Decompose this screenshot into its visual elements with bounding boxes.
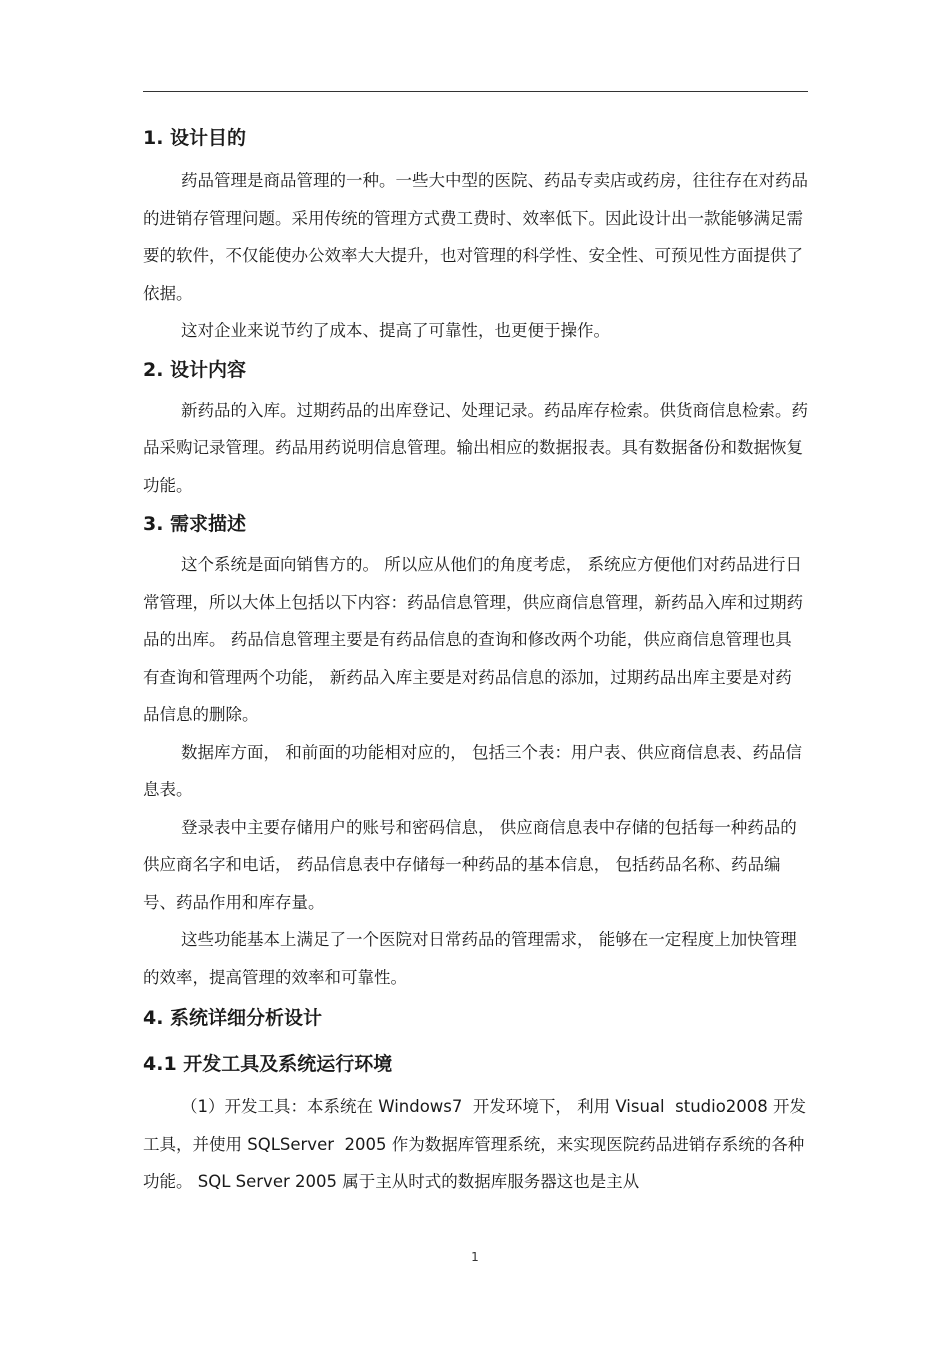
paragraph: 新药品的入库。过期药品的出库登记、处理记录。药品库存检索。供货商信息检索。药品采购记录管理。药品用药说明信息管理。输出相应的数据报表。具有数据备份和数据恢复功能。 bbox=[143, 400, 808, 495]
section-heading-4: 4. 系统详细分析设计 bbox=[143, 1007, 323, 1029]
header-rule bbox=[143, 91, 808, 92]
paragraph: 这个系统是面向销售方的。 所以应从他们的角度考虑， 系统应方便他们对药品进行日常管理，所以大体上包括以下内容：药品信息管理，供应商信息管理，新药品入库和过期药品的出库。 药品信息管理主要是有药品信息的查询和修改两个功能，供应商信息管理也具有查询和管理两个功能， 新药品入库主要是对药品信息的添加，过期药品出库主要是对药品信息的删除。 bbox=[143, 555, 803, 724]
section-heading-3: 3. 需求描述 bbox=[143, 513, 247, 535]
paragraph: 这些功能基本上满足了一个医院对日常药品的管理需求， 能够在一定程度上加快管理的效率，提高管理的效率和可靠性。 bbox=[143, 930, 797, 987]
paragraph: （1）开发工具：本系统在 Windows7 开发环境下， 利用 Visual studio2008 开发工具，并使用 SQLServer 2005 作为数据库管理系统，来实现医院药品进销存系统的各种功能。 SQL Server 2005 属于主从时式的数据库服务器这也是主从 bbox=[143, 1097, 807, 1191]
section-heading-2: 2. 设计内容 bbox=[143, 358, 247, 381]
paragraph: 药品管理是商品管理的一种。一些大中型的医院、药品专卖店或药房，往往存在对药品的进销存管理问题。采用传统的管理方式费工费时、效率低下。因此设计出一款能够满足需要的软件，不仅能使办公效率大大提升，也对管理的科学性、安全性、可预见性方面提供了依据。 bbox=[143, 171, 808, 303]
section-heading-1: 1. 设计目的 bbox=[143, 127, 247, 149]
subsection-heading-4-1: 4.1 开发工具及系统运行环境 bbox=[143, 1053, 393, 1075]
paragraph: 数据库方面， 和前面的功能相对应的， 包括三个表：用户表、供应商信息表、药品信息表。 bbox=[143, 742, 802, 799]
page-number: 1 bbox=[471, 1250, 479, 1264]
paragraph: 这对企业来说节约了成本、提高了可靠性，也更便于操作。 bbox=[181, 321, 610, 340]
paragraph: 登录表中主要存储用户的账号和密码信息， 供应商信息表中存储的包括每一种药品的供应商名字和电话， 药品信息表中存储每一种药品的基本信息， 包括药品名称、药品编号、药品作用和库存量。 bbox=[143, 817, 797, 912]
document-body bbox=[143, 124, 808, 1201]
